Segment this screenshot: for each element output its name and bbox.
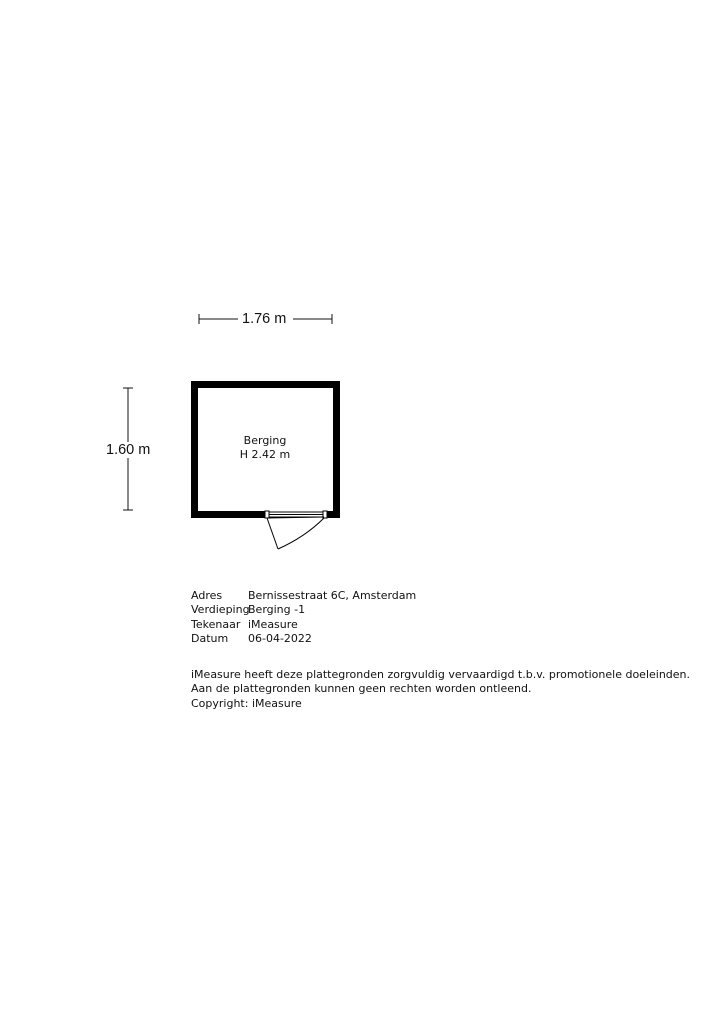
disclaimer — [191, 668, 690, 711]
door-swing — [267, 517, 324, 549]
height-label: 1.60 m — [106, 442, 151, 458]
disclaimer-line: iMeasure heeft deze plattegronden zorgvuldig vervaardigd t.b.v. promotionele doeleinden. — [191, 668, 691, 681]
copyright-line: Copyright: iMeasure — [191, 696, 302, 710]
info-key: Verdieping — [191, 603, 250, 617]
info-key: Tekenaar — [191, 617, 241, 631]
info-row-drawer — [191, 618, 416, 632]
info-value: Berging -1 — [248, 603, 306, 617]
info-key: Adres — [191, 589, 223, 602]
info-value: iMeasure — [248, 617, 298, 631]
room-height: H 2.42 m — [239, 448, 291, 461]
info-row-date — [191, 632, 416, 646]
info-key: Datum — [191, 631, 229, 645]
disclaimer-line: Aan de plattegronden kunnen geen rechten worden ontleend. — [191, 682, 532, 696]
width-label: 1.76 m — [242, 311, 287, 327]
room-label — [205, 434, 325, 462]
info-block — [191, 589, 416, 646]
info-value: 06-04-2022 — [248, 631, 312, 645]
info-row-address — [191, 589, 416, 603]
room-name: Berging — [243, 434, 287, 447]
info-row-floor — [191, 603, 416, 617]
info-value: Bernissestraat 6C, Amsterdam — [248, 589, 417, 602]
